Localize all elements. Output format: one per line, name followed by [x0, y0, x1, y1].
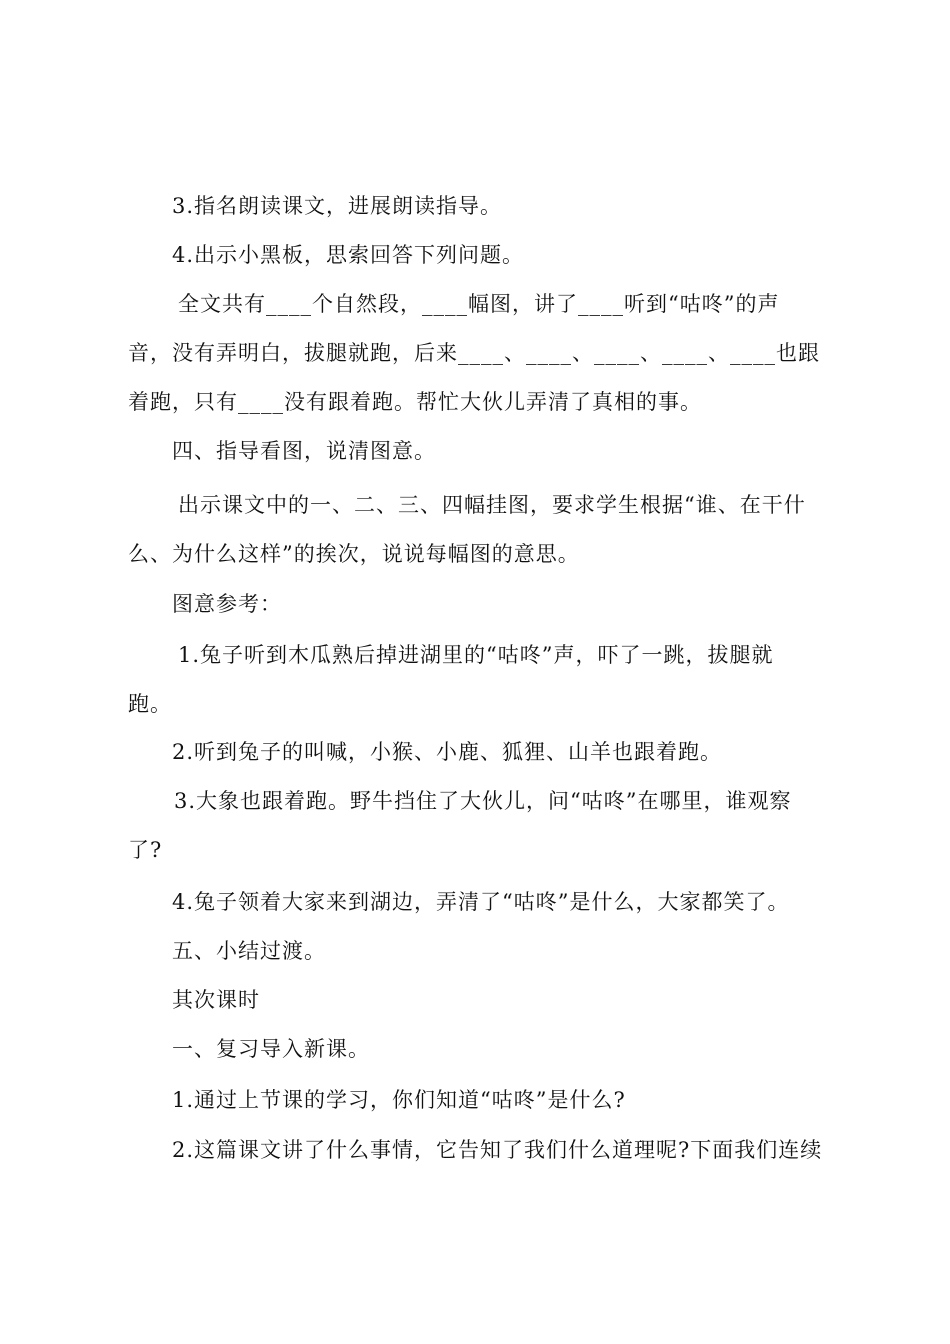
section-heading-second-lesson — [172, 976, 260, 1025]
text-line: 了? — [128, 838, 163, 862]
section-heading-5 — [172, 927, 326, 976]
text-line: 2.听到兔子的叫喊，小猴、小鹿、狐狸、山羊也跟着跑。 — [172, 740, 723, 764]
paragraph-question-2 — [172, 1126, 822, 1175]
text-line: 3.指名朗读课文，进展朗读指导。 — [172, 194, 503, 218]
text-line: 出示课文中的一、二、三、四幅挂图，要求学生根据“谁、在干什 — [178, 493, 806, 517]
paragraph-item-2 — [172, 728, 722, 777]
paragraph-item-3 — [128, 777, 834, 875]
paragraph-fill-blanks — [128, 280, 834, 427]
text-line: 音，没有弄明白，拔腿就跑，后来____、____、____、____、____也跟 — [128, 341, 820, 365]
text-line: 五、小结过渡。 — [172, 939, 326, 963]
text-line: 全文共有____个自然段，____幅图，讲了____听到“咕咚”的声 — [178, 292, 780, 316]
paragraph-question-1 — [172, 1076, 626, 1125]
text-line: 3.大象也跟着跑。野牛挡住了大伙儿，问“咕咚”在哪里，谁观察 — [174, 789, 792, 813]
text-line: 一、复习导入新课。 — [172, 1037, 370, 1061]
text-line: 1.通过上节课的学习，你们知道“咕咚”是什么? — [172, 1088, 626, 1112]
paragraph-item-1 — [128, 631, 834, 729]
text-line: 么、为什么这样”的挨次，说说每幅图的意思。 — [128, 542, 580, 566]
paragraph-pictures — [128, 481, 834, 579]
paragraph-blackboard — [172, 231, 524, 280]
section-heading-review — [172, 1025, 370, 1074]
text-line: 跑。 — [128, 692, 172, 716]
text-line: 4.兔子领着大家来到湖边，弄清了“咕咚”是什么，大家都笑了。 — [172, 890, 790, 914]
text-line: 四、指导看图，说清图意。 — [172, 439, 436, 463]
paragraph-read-aloud — [172, 182, 502, 231]
paragraph-reference-label — [172, 580, 282, 629]
text-line: 2.这篇课文讲了什么事情，它告知了我们什么道理呢?下面我们连续 — [172, 1138, 823, 1162]
text-line: 4.出示小黑板，思索回答下列问题。 — [172, 243, 525, 267]
paragraph-item-4 — [172, 878, 790, 927]
section-heading-4 — [172, 427, 436, 476]
text-line: 其次课时 — [172, 988, 260, 1012]
text-line: 图意参考： — [172, 592, 282, 616]
text-line: 着跑，只有____没有跟着跑。帮忙大伙儿弄清了真相的事。 — [128, 390, 702, 414]
text-line: 1.兔子听到木瓜熟后掉进湖里的“咕咚”声，吓了一跳，拔腿就 — [178, 643, 774, 667]
